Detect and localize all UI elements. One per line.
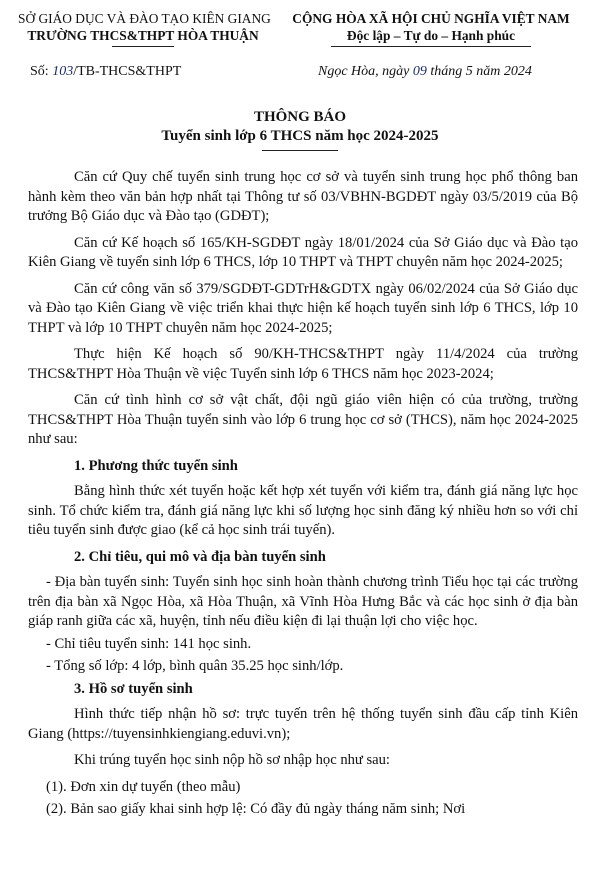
page-title: THÔNG BÁO xyxy=(253,109,347,125)
nation-name: CỘNG HÒA XÃ HỘI CHỦ NGHĨA VIỆT NAM xyxy=(292,11,570,26)
issuer-block xyxy=(18,10,271,47)
motto-underline xyxy=(331,46,531,47)
section-3-item-2: (2). Bản sao giấy khai sinh hợp lệ: Có đầy đủ ngày tháng năm sinh; Nơi xyxy=(46,801,466,817)
paragraph-conditions: Căn cứ tình hình cơ sở vật chất, đội ngũ giáo viên hiện có của trường, trường THCS&THPT Hòa Thuận tuyển sinh vào lớp 6 trung học cơ sở (THCS), năm học 2024-2025 như sau: xyxy=(28,392,578,447)
section-2-heading: 2. Chỉ tiêu, qui mô và địa bàn tuyển sinh xyxy=(74,548,326,565)
section-3-heading: 3. Hồ sơ tuyển sinh xyxy=(74,680,193,697)
section-3-enrollment: Khi trúng tuyển học sinh nộp hồ sơ nhập học như sau: xyxy=(74,752,390,768)
section-1-heading: 1. Phương thức tuyển sinh xyxy=(74,457,238,474)
page-subtitle: Tuyển sinh lớp 6 THCS năm học 2024-2025 xyxy=(161,128,439,144)
paragraph-dispatch-379: Căn cứ công văn số 379/SGDĐT-GDTrH&GDTX ngày 06/02/2024 của Sở Giáo dục và Đào tạo Kiên Giang về việc triển khai thực hiện kế hoạch tuyển sinh lớp 6 THCS, lớp 10 THPT và lớp 10 THPT chuyên năm học 2024-2025; xyxy=(28,280,578,336)
paragraph-plan-90: Thực hiện Kế hoạch số 90/KH-THCS&THPT ngày 11/4/2024 của trường THCS&THPT Hòa Thuận về việc Tuyển sinh lớp 6 THCS năm học 2023-2024; xyxy=(28,346,578,382)
section-1-text: Bằng hình thức xét tuyển hoặc kết hợp xét tuyển với kiểm tra, đánh giá năng lực học sinh. Tổ chức kiểm tra, đánh giá năng lực khi số lượng học sinh đăng ký nhiều hơn so với chỉ tiêu tuyển sinh được giao (kể cả học sinh trái tuyến). xyxy=(28,483,578,538)
title-underline xyxy=(262,150,338,151)
department-name: SỞ GIÁO DỤC VÀ ĐÀO TẠO KIÊN GIANG xyxy=(18,11,271,26)
document-body xyxy=(28,168,578,823)
section-3-submission: Hình thức tiếp nhận hồ sơ: trực tuyến trên hệ thống tuyển sinh đầu cấp tỉnh Kiên Giang (https://tuyensinhkiengiang.eduvi.vn); xyxy=(28,706,578,742)
date-day: 09 xyxy=(412,64,427,79)
school-name: TRƯỜNG THCS&THPT HÒA THUẬN xyxy=(27,28,259,43)
section-2-classes: - Tổng số lớp: 4 lớp, bình quân 35.25 học sinh/lớp. xyxy=(46,658,344,674)
national-block xyxy=(268,10,594,47)
date-suffix: tháng 5 năm 2024 xyxy=(426,64,532,79)
section-3-item-1: (1). Đơn xin dự tuyển (theo mẫu) xyxy=(46,778,241,795)
ref-prefix: Số: xyxy=(30,64,53,79)
section-2-area: - Địa bàn tuyển sinh: Tuyển sinh học sinh hoàn thành chương trình Tiểu học tại các trường trên địa bàn xã Ngọc Hòa, xã Hòa Thuận, xã Vĩnh Hòa Hưng Bắc và các học sinh ở địa bàn giáp ranh giữa các xã, huyện, tỉnh nếu điều kiện đi lại thuận lợi cho việc học. xyxy=(28,574,578,629)
paragraph-plan-165: Căn cứ Kế hoạch số 165/KH-SGDĐT ngày 18/01/2024 của Sở Giáo dục và Đào tạo Kiên Giang về tuyển sinh lớp 6 THCS, lớp 10 THPT và THPT chuyên năm học 2024-2025; xyxy=(28,234,578,270)
document-number xyxy=(30,64,181,80)
national-motto: Độc lập – Tự do – Hạnh phúc xyxy=(346,28,516,43)
paragraph-regulation: Căn cứ Quy chế tuyển sinh trung học cơ sở và tuyển sinh trung học phổ thông ban hành kèm theo văn bản hợp nhất tại Thông tư số 03/VBHN-BGDĐT ngày 03/5/2019 của Bộ trưởng Bộ Giáo dục và Đào tạo (GDĐT); xyxy=(28,169,578,224)
ref-suffix: /TB-THCS&THPT xyxy=(73,64,182,79)
date-prefix: Ngọc Hòa, ngày xyxy=(318,64,413,79)
ref-number: 103 xyxy=(52,64,74,79)
document-date xyxy=(318,64,532,80)
issuer-underline xyxy=(112,46,174,47)
section-2-quota: - Chỉ tiêu tuyển sinh: 141 học sinh. xyxy=(46,635,252,652)
